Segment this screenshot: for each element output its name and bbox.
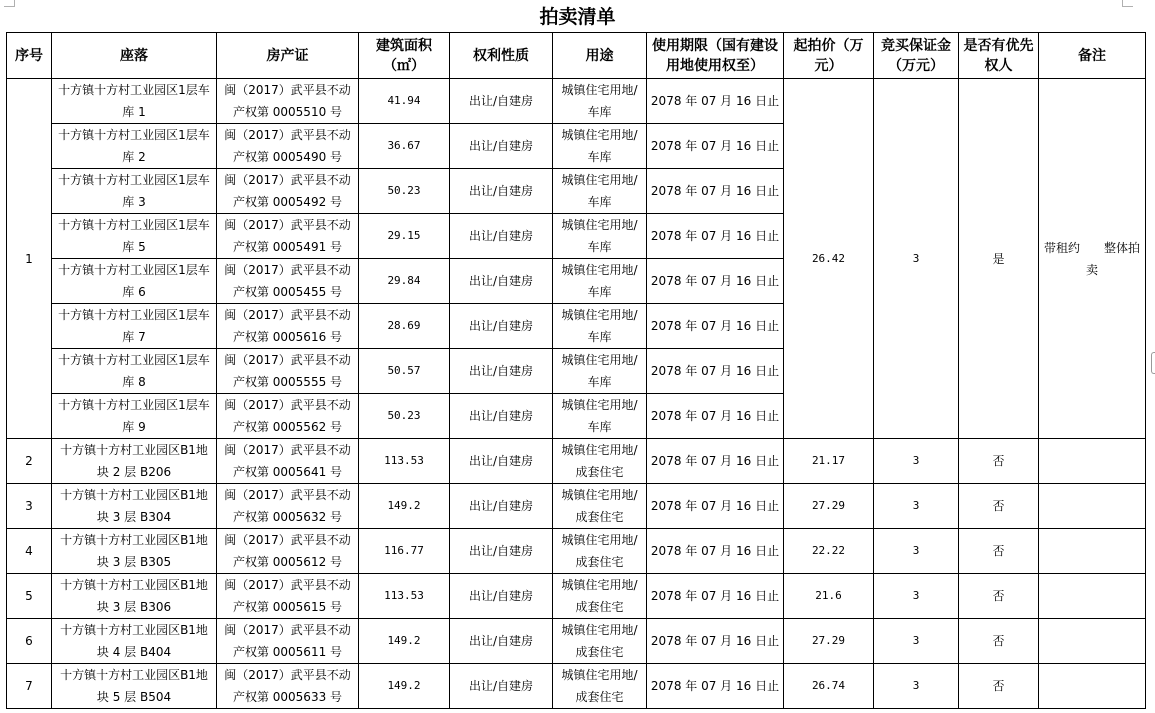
cell-usage: 城镇住宅用地/成套住宅	[553, 439, 647, 484]
cell-term: 2078 年 07 月 16 日止	[647, 349, 784, 394]
table-row	[7, 574, 1146, 619]
cell-seq: 6	[7, 619, 52, 664]
cell-rights: 出让/自建房	[450, 259, 553, 304]
cell-priority: 否	[959, 619, 1039, 664]
cell-usage: 城镇住宅用地/车库	[553, 394, 647, 439]
cell-cert: 闽（2017）武平县不动产权第 0005612 号	[217, 529, 359, 574]
cell-usage: 城镇住宅用地/车库	[553, 169, 647, 214]
cell-rights: 出让/自建房	[450, 79, 553, 124]
cell-remark: 带租约 整体拍卖	[1039, 79, 1146, 439]
side-scroll-tab[interactable]	[1151, 352, 1155, 374]
cell-rights: 出让/自建房	[450, 439, 553, 484]
cell-usage: 城镇住宅用地/成套住宅	[553, 529, 647, 574]
cell-cert: 闽（2017）武平县不动产权第 0005555 号	[217, 349, 359, 394]
cell-area: 113.53	[359, 439, 450, 484]
cell-area: 28.69	[359, 304, 450, 349]
cell-cert: 闽（2017）武平县不动产权第 0005492 号	[217, 169, 359, 214]
cell-cert: 闽（2017）武平县不动产权第 0005611 号	[217, 619, 359, 664]
cell-rights: 出让/自建房	[450, 349, 553, 394]
cell-cert: 闽（2017）武平县不动产权第 0005455 号	[217, 259, 359, 304]
cell-cert: 闽（2017）武平县不动产权第 0005510 号	[217, 79, 359, 124]
cell-deposit: 3	[874, 664, 959, 709]
cell-location: 十方镇十方村工业园区B1地块 5 层 B504	[52, 664, 217, 709]
cell-remark	[1039, 619, 1146, 664]
cell-cert: 闽（2017）武平县不动产权第 0005490 号	[217, 124, 359, 169]
cell-priority: 否	[959, 439, 1039, 484]
header-area: 建筑面积（㎡）	[359, 33, 450, 79]
cell-usage: 城镇住宅用地/成套住宅	[553, 484, 647, 529]
cell-term: 2078 年 07 月 16 日止	[647, 79, 784, 124]
cell-cert: 闽（2017）武平县不动产权第 0005632 号	[217, 484, 359, 529]
cell-rights: 出让/自建房	[450, 664, 553, 709]
cell-area: 29.15	[359, 214, 450, 259]
cell-rights: 出让/自建房	[450, 484, 553, 529]
cell-area: 50.23	[359, 169, 450, 214]
cell-cert: 闽（2017）武平县不动产权第 0005615 号	[217, 574, 359, 619]
cell-rights: 出让/自建房	[450, 394, 553, 439]
header-location: 座落	[52, 33, 217, 79]
cell-term: 2078 年 07 月 16 日止	[647, 124, 784, 169]
cell-start-price: 22.22	[784, 529, 874, 574]
table-row	[7, 664, 1146, 709]
header-usage: 用途	[553, 33, 647, 79]
cell-seq: 7	[7, 664, 52, 709]
cell-term: 2078 年 07 月 16 日止	[647, 484, 784, 529]
cell-rights: 出让/自建房	[450, 169, 553, 214]
cell-term: 2078 年 07 月 16 日止	[647, 529, 784, 574]
cell-location: 十方镇十方村工业园区B1地块 3 层 B306	[52, 574, 217, 619]
cell-location: 十方镇十方村工业园区1层车库 2	[52, 124, 217, 169]
cell-seq: 4	[7, 529, 52, 574]
cell-cert: 闽（2017）武平县不动产权第 0005562 号	[217, 394, 359, 439]
cell-usage: 城镇住宅用地/车库	[553, 214, 647, 259]
cell-term: 2078 年 07 月 16 日止	[647, 664, 784, 709]
cell-usage: 城镇住宅用地/成套住宅	[553, 664, 647, 709]
cell-location: 十方镇十方村工业园区1层车库 7	[52, 304, 217, 349]
cell-cert: 闽（2017）武平县不动产权第 0005491 号	[217, 214, 359, 259]
cell-deposit: 3	[874, 529, 959, 574]
cell-area: 113.53	[359, 574, 450, 619]
cell-priority: 否	[959, 529, 1039, 574]
cell-priority: 是	[959, 79, 1039, 439]
cell-start-price: 27.29	[784, 484, 874, 529]
cell-start-price: 26.42	[784, 79, 874, 439]
cell-location: 十方镇十方村工业园区1层车库 9	[52, 394, 217, 439]
table-row	[7, 484, 1146, 529]
header-cert: 房产证	[217, 33, 359, 79]
cell-seq: 2	[7, 439, 52, 484]
cell-term: 2078 年 07 月 16 日止	[647, 214, 784, 259]
cell-location: 十方镇十方村工业园区1层车库 6	[52, 259, 217, 304]
table-body	[7, 79, 1146, 709]
cell-term: 2078 年 07 月 16 日止	[647, 259, 784, 304]
page-title: 拍卖清单	[539, 6, 616, 28]
header-deposit: 竞买保证金（万元）	[874, 33, 959, 79]
cell-area: 50.23	[359, 394, 450, 439]
cell-location: 十方镇十方村工业园区B1地块 3 层 B305	[52, 529, 217, 574]
cell-area: 41.94	[359, 79, 450, 124]
cell-start-price: 21.17	[784, 439, 874, 484]
cell-remark	[1039, 664, 1146, 709]
cell-location: 十方镇十方村工业园区B1地块 4 层 B404	[52, 619, 217, 664]
cell-seq: 1	[7, 79, 52, 439]
cell-deposit: 3	[874, 619, 959, 664]
cell-usage: 城镇住宅用地/车库	[553, 259, 647, 304]
cell-remark	[1039, 529, 1146, 574]
cell-cert: 闽（2017）武平县不动产权第 0005641 号	[217, 439, 359, 484]
table-row	[7, 619, 1146, 664]
header-seq: 序号	[7, 33, 52, 79]
cell-remark	[1039, 439, 1146, 484]
cell-usage: 城镇住宅用地/车库	[553, 349, 647, 394]
cell-deposit: 3	[874, 439, 959, 484]
cell-rights: 出让/自建房	[450, 214, 553, 259]
cell-usage: 城镇住宅用地/车库	[553, 124, 647, 169]
cell-rights: 出让/自建房	[450, 124, 553, 169]
header-priority: 是否有优先权人	[959, 33, 1039, 79]
cell-rights: 出让/自建房	[450, 574, 553, 619]
cell-deposit: 3	[874, 574, 959, 619]
cell-location: 十方镇十方村工业园区1层车库 1	[52, 79, 217, 124]
header-rights: 权利性质	[450, 33, 553, 79]
cell-start-price: 21.6	[784, 574, 874, 619]
cell-usage: 城镇住宅用地/成套住宅	[553, 574, 647, 619]
cell-cert: 闽（2017）武平县不动产权第 0005633 号	[217, 664, 359, 709]
cell-start-price: 27.29	[784, 619, 874, 664]
cell-rights: 出让/自建房	[450, 529, 553, 574]
cell-rights: 出让/自建房	[450, 619, 553, 664]
cell-usage: 城镇住宅用地/成套住宅	[553, 619, 647, 664]
cell-term: 2078 年 07 月 16 日止	[647, 394, 784, 439]
cell-seq: 5	[7, 574, 52, 619]
cell-area: 29.84	[359, 259, 450, 304]
cell-seq: 3	[7, 484, 52, 529]
cell-priority: 否	[959, 574, 1039, 619]
cell-deposit: 3	[874, 79, 959, 439]
cell-location: 十方镇十方村工业园区1层车库 3	[52, 169, 217, 214]
cell-term: 2078 年 07 月 16 日止	[647, 304, 784, 349]
cell-priority: 否	[959, 484, 1039, 529]
cell-usage: 城镇住宅用地/车库	[553, 304, 647, 349]
cell-remark	[1039, 574, 1146, 619]
cell-start-price: 26.74	[784, 664, 874, 709]
cell-rights: 出让/自建房	[450, 304, 553, 349]
cell-priority: 否	[959, 664, 1039, 709]
cell-location: 十方镇十方村工业园区1层车库 8	[52, 349, 217, 394]
table-row	[7, 79, 1146, 124]
cell-location: 十方镇十方村工业园区1层车库 5	[52, 214, 217, 259]
header-remark: 备注	[1039, 33, 1146, 79]
cell-area: 36.67	[359, 124, 450, 169]
cell-term: 2078 年 07 月 16 日止	[647, 619, 784, 664]
header-term: 使用期限（国有建设用地使用权至）	[647, 33, 784, 79]
table-row	[7, 529, 1146, 574]
cell-area: 149.2	[359, 619, 450, 664]
cell-area: 149.2	[359, 664, 450, 709]
cell-term: 2078 年 07 月 16 日止	[647, 169, 784, 214]
cell-term: 2078 年 07 月 16 日止	[647, 439, 784, 484]
cell-cert: 闽（2017）武平县不动产权第 0005616 号	[217, 304, 359, 349]
table-row	[7, 439, 1146, 484]
header-start-price: 起拍价（万元）	[784, 33, 874, 79]
cell-area: 149.2	[359, 484, 450, 529]
table-header-row	[7, 33, 1146, 79]
cell-location: 十方镇十方村工业园区B1地块 2 层 B206	[52, 439, 217, 484]
cell-location: 十方镇十方村工业园区B1地块 3 层 B304	[52, 484, 217, 529]
cell-area: 116.77	[359, 529, 450, 574]
cell-usage: 城镇住宅用地/车库	[553, 79, 647, 124]
cell-deposit: 3	[874, 484, 959, 529]
cell-remark	[1039, 484, 1146, 529]
cell-term: 2078 年 07 月 16 日止	[647, 574, 784, 619]
cell-area: 50.57	[359, 349, 450, 394]
auction-list-table	[6, 32, 1146, 709]
